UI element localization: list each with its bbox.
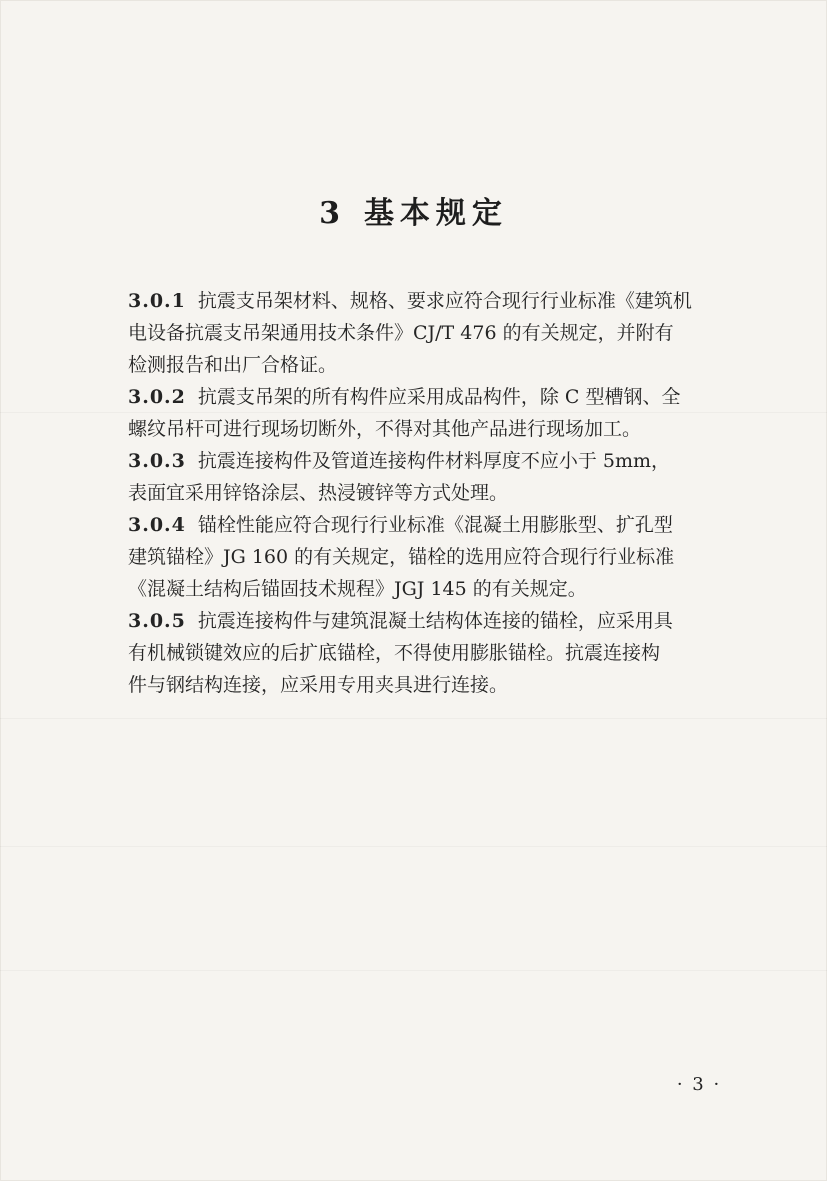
clause-3-0-4 [128, 509, 760, 605]
clause-text-line: 锚栓性能应符合现行行业标准《混凝土用膨胀型、扩孔型 [197, 514, 673, 536]
clause-text-line: 螺纹吊杆可进行现场切断外，不得对其他产品进行现场加工。 [128, 418, 642, 440]
clause-list [128, 285, 760, 701]
clause-text-line: 抗震支吊架的所有构件应采用成品构件，除 C 型槽钢、全 [197, 386, 681, 408]
clause-number: 3.0.4 [128, 514, 186, 536]
clause-text-line: 抗震连接构件与建筑混凝土结构体连接的锚栓，应采用具 [197, 610, 673, 632]
clause-number: 3.0.1 [128, 290, 186, 312]
chapter-title [0, 188, 827, 232]
clause-text-line: 抗震连接构件及管道连接构件材料厚度不应小于 5mm， [197, 450, 671, 472]
clause-text-line: 有机械锁键效应的后扩底锚栓，不得使用膨胀锚栓。抗震连接构 [128, 642, 661, 664]
clause-number: 3.0.2 [128, 386, 186, 408]
clause-text-line: 建筑锚栓》JG 160 的有关规定，锚栓的选用应符合现行行业标准 [128, 546, 675, 568]
clause-text-line: 《混凝土结构后锚固技术规程》JGJ 145 的有关规定。 [128, 578, 587, 600]
clause-number: 3.0.3 [128, 450, 186, 472]
clause-3-0-3 [128, 445, 760, 509]
chapter-heading: 基本规定 [363, 196, 508, 231]
clause-number: 3.0.5 [128, 610, 186, 632]
clause-text-line: 检测报告和出厂合格证。 [128, 354, 338, 376]
clause-text-line: 件与钢结构连接，应采用专用夹具进行连接。 [128, 674, 509, 696]
clause-3-0-5 [128, 605, 760, 701]
clause-text-line: 电设备抗震支吊架通用技术条件》CJ/T 476 的有关规定，并附有 [128, 322, 674, 344]
clause-text-line: 抗震支吊架材料、规格、要求应符合现行行业标准《建筑机 [197, 290, 692, 312]
clause-text-line: 表面宜采用锌铬涂层、热浸镀锌等方式处理。 [128, 482, 509, 504]
chapter-number: 3 [319, 196, 346, 231]
clause-3-0-2 [128, 381, 760, 445]
clause-3-0-1 [128, 285, 760, 381]
page-number: · 3 · [676, 1074, 722, 1095]
